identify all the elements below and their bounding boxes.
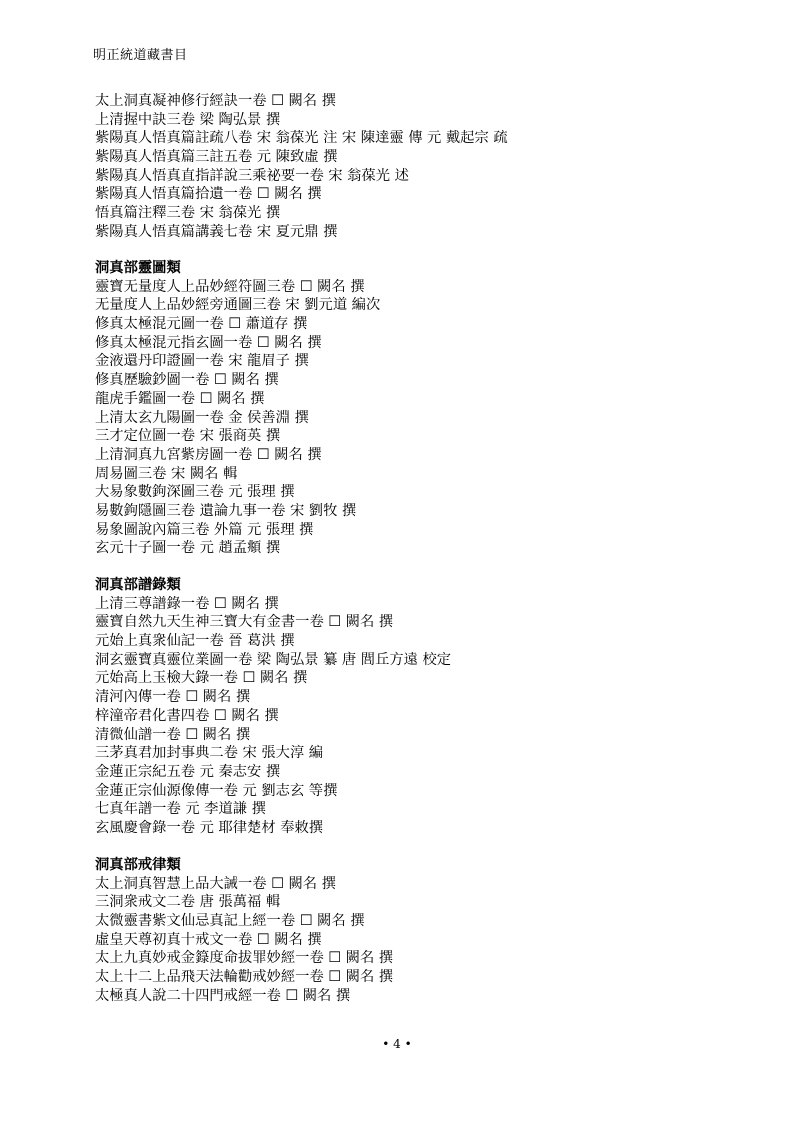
list-item: 紫陽真人悟真篇三註五卷 元 陳致虛 撰 bbox=[95, 149, 338, 166]
list-item: 上清握中訣三卷 梁 陶弘景 撰 bbox=[95, 111, 281, 128]
list-item: 金液還丹印證圖一卷 宋 龍眉子 撰 bbox=[95, 353, 309, 370]
list-item: 太上洞真凝神修行經訣一卷 ☐ 闕名 撰 bbox=[95, 93, 336, 109]
list-item: 靈寶无量度人上品妙經符圖三卷 ☐ 闕名 撰 bbox=[95, 278, 365, 295]
list-item: 玄風慶會錄一卷 元 耶律楚材 奉敕撰 bbox=[95, 819, 324, 836]
list-item: 太極真人說二十四門戒經一卷 ☐ 闕名 撰 bbox=[95, 987, 351, 1004]
list-item: 太上十二上品飛天法輪勸戒妙經一卷 ☐ 闕名 撰 bbox=[95, 969, 394, 986]
running-header: 明正統道藏書目 bbox=[93, 48, 188, 63]
list-item: 洞玄靈寶真靈位業圖一卷 梁 陶弘景 纂 唐 閭丘方遠 校定 bbox=[95, 651, 452, 668]
list-item: 紫陽真人悟真直指詳說三乘祕要一卷 宋 翁葆光 述 bbox=[95, 167, 409, 184]
section-heading: 洞真部譜錄類 bbox=[95, 577, 181, 593]
list-item: 金蓮正宗仙源像傳一卷 元 劉志玄 等撰 bbox=[95, 782, 338, 799]
list-item: 修真歷驗鈔圖一卷 ☐ 闕名 撰 bbox=[95, 372, 279, 389]
section-heading: 洞真部戒律類 bbox=[95, 857, 181, 873]
list-item: 金蓮正宗紀五卷 元 秦志安 撰 bbox=[95, 763, 281, 780]
section-lingtu bbox=[95, 259, 745, 558]
list-item: 梓潼帝君化書四卷 ☐ 闕名 撰 bbox=[95, 707, 279, 724]
list-item: 清河內傳一卷 ☐ 闕名 撰 bbox=[95, 689, 251, 706]
list-item: 三茅真君加封事典二卷 宋 張大淳 編 bbox=[95, 745, 324, 762]
list-item: 紫陽真人悟真篇拾遺一卷 ☐ 闕名 撰 bbox=[95, 186, 322, 203]
section-heading: 洞真部靈圖類 bbox=[95, 260, 181, 276]
list-item: 元始高上玉檢大錄一卷 ☐ 闕名 撰 bbox=[95, 670, 308, 687]
list-item: 紫陽真人悟真篇註疏八卷 宋 翁葆光 注 宋 陳達靈 傳 元 戴起宗 疏 bbox=[95, 130, 508, 147]
list-item: 无量度人上品妙經旁通圖三卷 宋 劉元道 編次 bbox=[95, 297, 381, 314]
list-item: 上清太玄九陽圖一卷 金 侯善淵 撰 bbox=[95, 409, 309, 426]
list-item: 修真太極混元指玄圖一卷 ☐ 闕名 撰 bbox=[95, 334, 322, 351]
list-item: 靈寶自然九天生神三寶大有金書一卷 ☐ 闕名 撰 bbox=[95, 614, 394, 631]
section-continuation bbox=[95, 92, 745, 242]
list-item: 七真年譜一卷 元 李道謙 撰 bbox=[95, 801, 266, 818]
list-item: 三才定位圖一卷 宋 張商英 撰 bbox=[95, 428, 281, 445]
list-item: 太上洞真智慧上品大誡一卷 ☐ 闕名 撰 bbox=[95, 875, 336, 892]
list-item: 悟真篇注釋三卷 宋 翁葆光 撰 bbox=[95, 205, 281, 222]
list-item: 三洞衆戒文二卷 唐 張萬福 輯 bbox=[95, 894, 281, 911]
list-item: 上清三尊譜錄一卷 ☐ 闕名 撰 bbox=[95, 595, 279, 612]
list-item: 易象圖說內篇三卷 外篇 元 張理 撰 bbox=[95, 521, 314, 538]
list-item: 紫陽真人悟真篇講義七卷 宋 夏元鼎 撰 bbox=[95, 223, 338, 240]
list-item: 龍虎手鑑圖一卷 ☐ 闕名 撰 bbox=[95, 390, 265, 407]
list-item: 大易象數鉤深圖三卷 元 張理 撰 bbox=[95, 484, 295, 501]
list-item: 太上九真妙戒金籙度命拔罪妙經一卷 ☐ 闕名 撰 bbox=[95, 950, 394, 967]
section-jielv bbox=[95, 856, 745, 1006]
list-item: 玄元十子圖一卷 元 趙孟頫 撰 bbox=[95, 540, 281, 557]
page-number: • 4 • bbox=[382, 1037, 412, 1051]
section-pulu bbox=[95, 576, 745, 838]
list-item: 清微仙譜一卷 ☐ 闕名 撰 bbox=[95, 726, 251, 743]
list-item: 周易圖三卷 宋 闕名 輯 bbox=[95, 465, 238, 482]
list-item: 修真太極混元圖一卷 ☐ 蕭道存 撰 bbox=[95, 316, 308, 333]
list-item: 上清洞真九宮紫房圖一卷 ☐ 闕名 撰 bbox=[95, 446, 322, 463]
list-item: 太微靈書紫文仙忌真記上經一卷 ☐ 闕名 撰 bbox=[95, 913, 365, 930]
list-item: 易數鉤隱圖三卷 遺論九事一卷 宋 劉牧 撰 bbox=[95, 502, 357, 519]
list-item: 虛皇天尊初真十戒文一卷 ☐ 闕名 撰 bbox=[95, 931, 322, 948]
list-item: 元始上真衆仙記一卷 晉 葛洪 撰 bbox=[95, 633, 295, 650]
